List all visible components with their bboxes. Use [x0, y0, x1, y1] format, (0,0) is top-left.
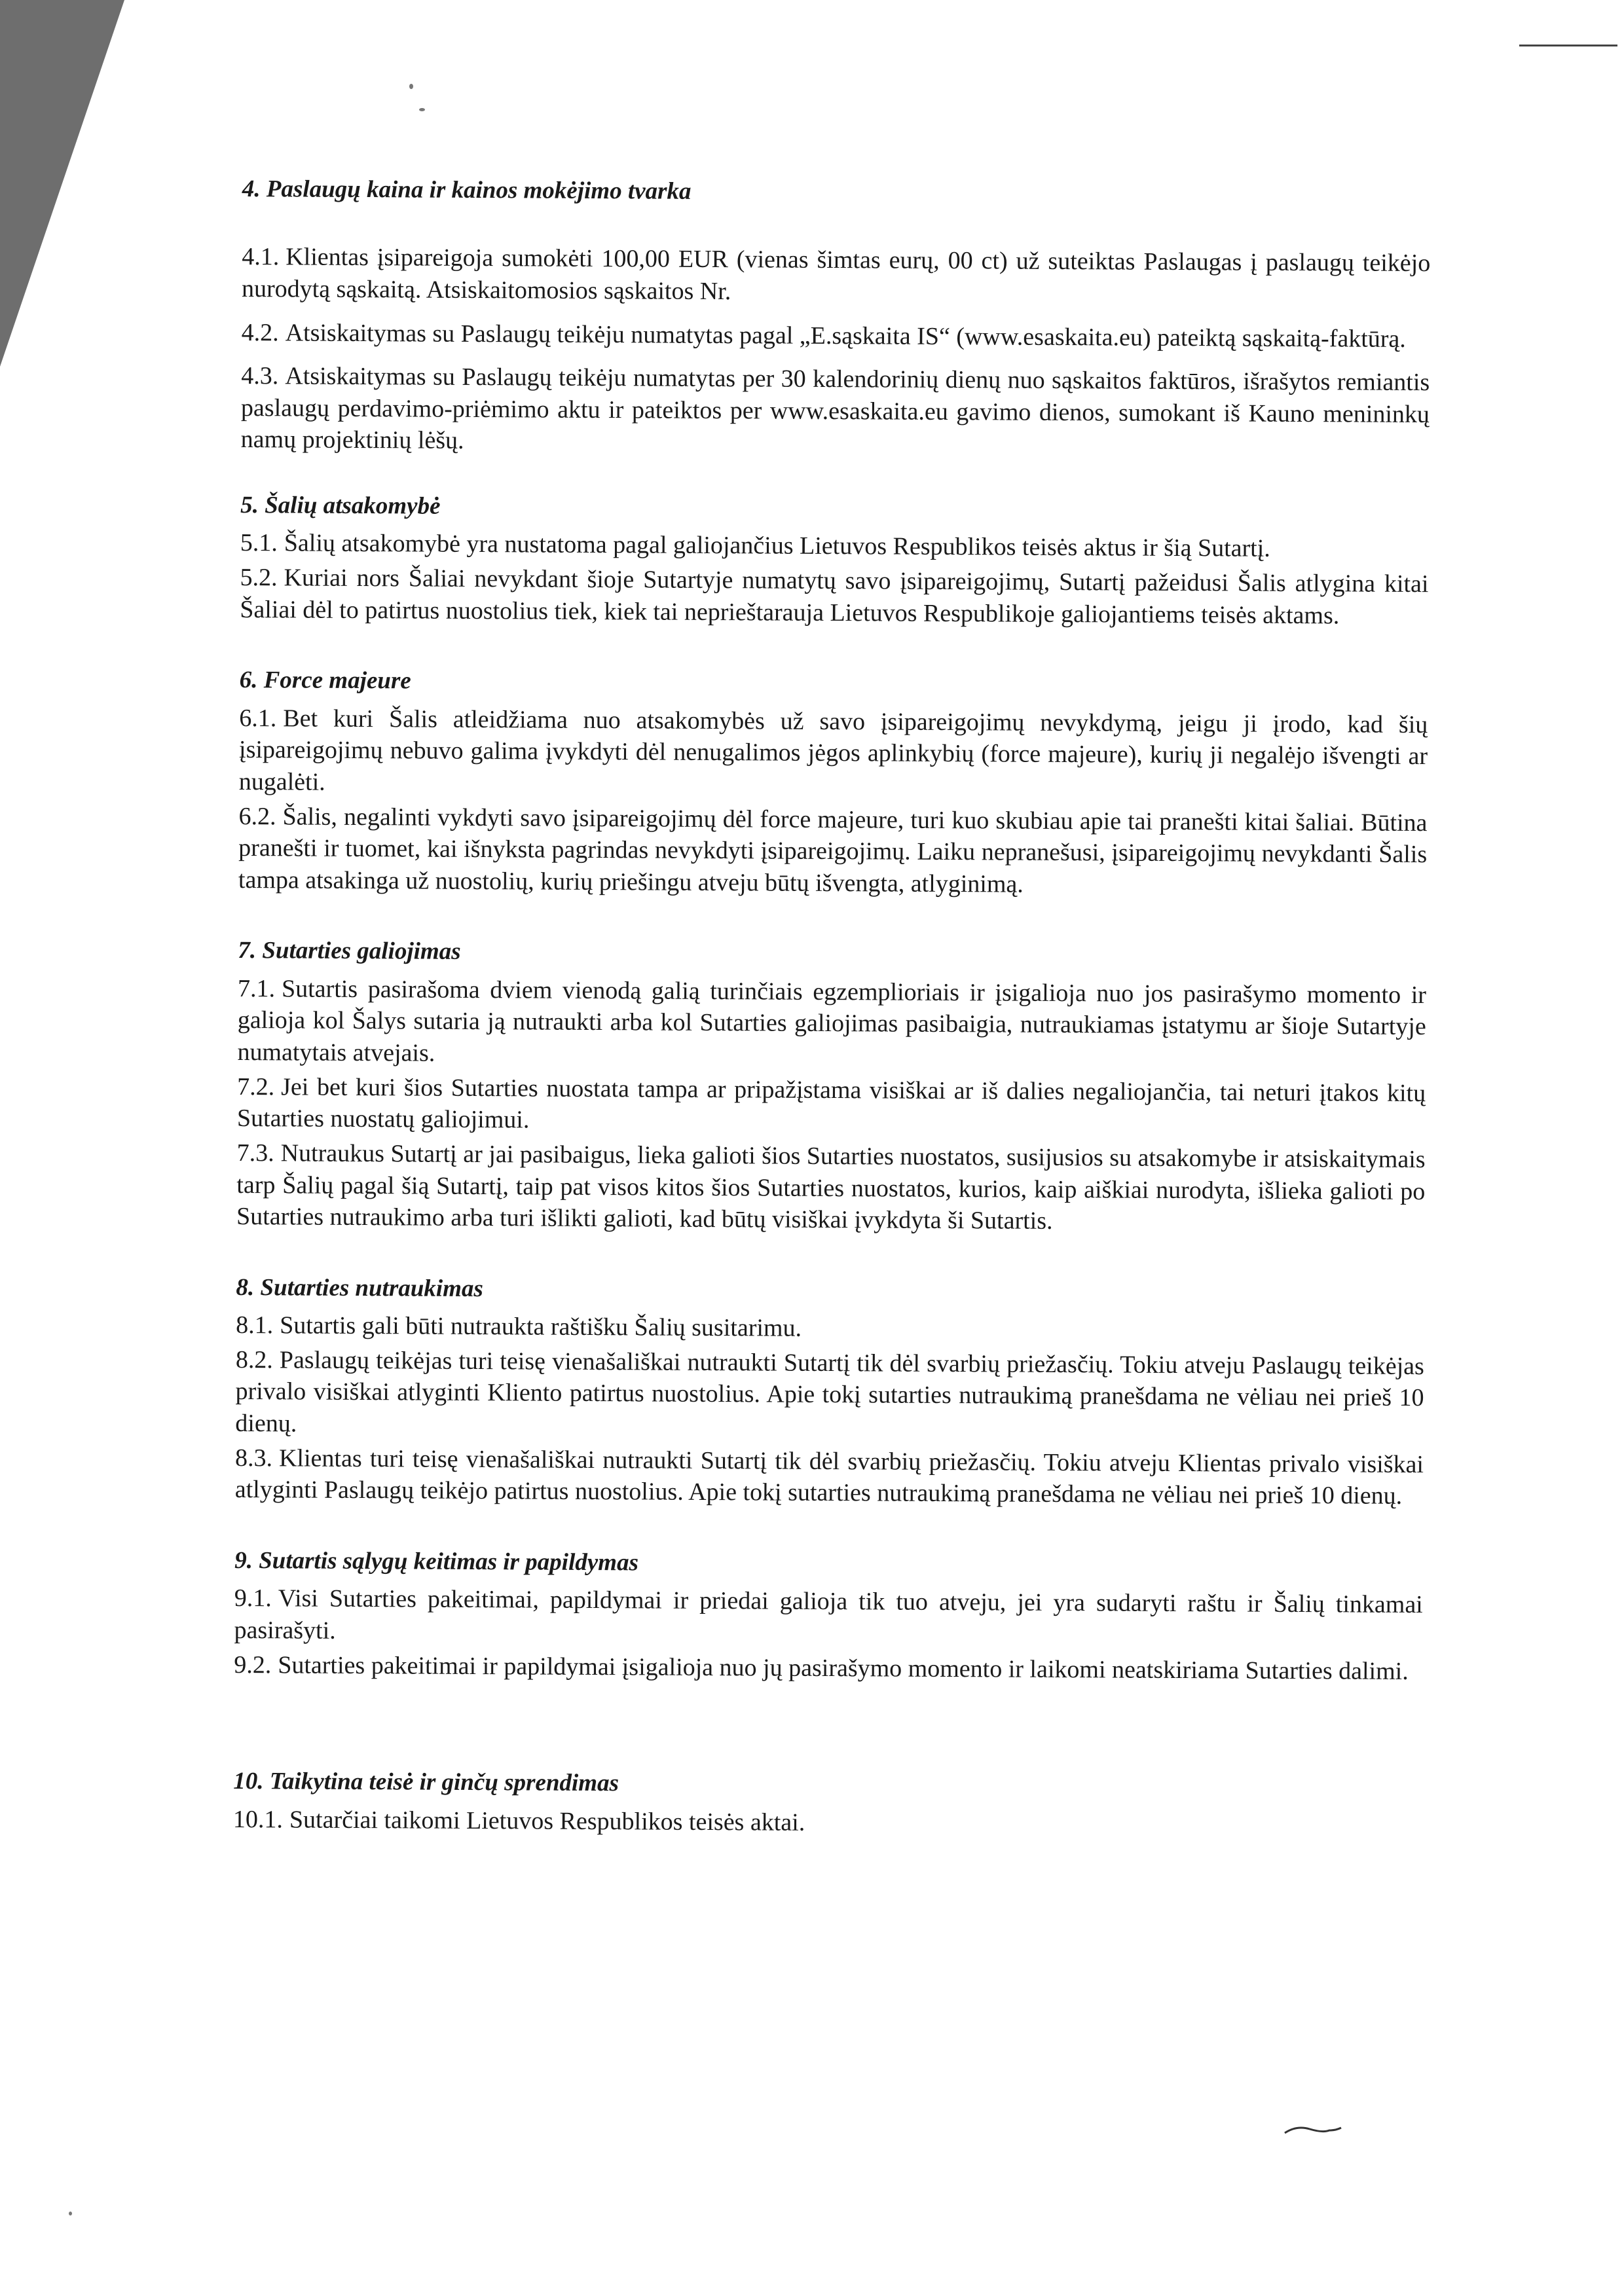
clause-number: 8.1. — [236, 1311, 274, 1339]
scan-speck — [69, 2212, 72, 2215]
clause — [235, 1344, 1424, 1446]
clause — [236, 1309, 1424, 1348]
clause-number: 8.2. — [235, 1345, 273, 1374]
clause-number: 5.1. — [240, 529, 278, 557]
clause-number: 5.2. — [240, 564, 278, 592]
clause — [234, 1582, 1423, 1652]
section-governing-law — [233, 1766, 1422, 1842]
clause-number: 9.1. — [234, 1584, 272, 1613]
clause — [240, 562, 1429, 632]
section-title: 7. Sutarties galiojimas — [238, 937, 461, 966]
clause-number: 9.2. — [234, 1650, 272, 1679]
section-termination — [235, 1272, 1425, 1512]
clause — [234, 1649, 1422, 1687]
scan-speck — [419, 108, 425, 111]
clause — [241, 360, 1430, 462]
clause — [238, 801, 1428, 903]
section-amendments — [234, 1545, 1423, 1687]
clause-number: 7.1. — [237, 974, 276, 1003]
clause-text: Paslaugų teikėjas turi teisę vienašališkai nutraukti Sutartį tik dėl svarbių priežasčių. Tokiu atveju Paslaugų teikėjas privalo visiškai atlyginti Kliento patirtus nuostolius. Apie tokį sutarties nutraukimą pranešdama ne vėliau nei prieš 10 dienų. — [235, 1346, 1424, 1438]
clause — [233, 1803, 1422, 1842]
clause-text: Nutraukus Sutartį ar jai pasibaigus, lieka galioti šios Sutarties nuostatos, susijusios su atsakomybe ir atsiskaitymais tarp Šalių pagal šią Sutartį, taip pat visos kitos šios Sutarties nuostatos, kurios, kaip aiškiai nurodyta, išlieka galioti po Sutarties nutraukimo arba turi išlikti galioti, kad būtų visiškai įvykdyta ši Sutartis. — [236, 1139, 1426, 1235]
initials-mark — [1283, 2121, 1342, 2137]
scan-edge-mark — [1519, 45, 1617, 46]
clause-number: 7.2. — [237, 1072, 275, 1101]
clause-number: 6.1. — [239, 704, 277, 733]
section-liability — [240, 490, 1429, 632]
clause-text: Šalių atsakomybė yra nustatoma pagal galiojančius Lietuvos Respublikos teisės aktus ir šią Sutartį. — [284, 529, 1270, 563]
section-validity — [236, 935, 1427, 1239]
clause-number: 4.1. — [242, 243, 280, 271]
clause-text: Visi Sutarties pakeitimai, papildymai ir priedai galioja tik tuo atveju, jei yra sudaryti raštu ir Šalių tinkamai pasirašyti. — [234, 1584, 1423, 1645]
scan-speck — [409, 84, 413, 89]
section-title: 6. Force majeure — [239, 666, 411, 695]
clause-text: Atsiskaitymas su Paslaugų teikėju numatytas per 30 kalendorinių dienų nuo sąskaitos faktūros, išrašytos remiantis paslaugų perdavimo-priėmimo aktu ir pateiktos per www.esaskaita.eu gavimo dienos, sumokant iš Kauno menininkų namų projektinių lėšų. — [240, 362, 1430, 455]
clause — [240, 527, 1429, 566]
clause-text: Sutartis pasirašoma dviem vienodą galią turinčiais egzemplioriais ir įsigalioja nuo jos pasirašymo momento ir galioja kol Šalys sutaria ją nutraukti arba kol Sutarties galiojimas pasibaigia, nutraukiamas įstatymu ar šioje Sutartyje numatytais atvejais. — [237, 975, 1427, 1067]
clause-text: Sutarčiai taikomi Lietuvos Respublikos teisės aktai. — [289, 1805, 805, 1836]
clause — [242, 317, 1430, 355]
section-force-majeure — [238, 665, 1428, 902]
clause-text: Šalis, negalinti vykdyti savo įsipareigojimų dėl force majeure, turi kuo skubiau apie tai pranešti kitai šaliai. Būtina pranešti ir tuomet, kai išnyksta pagrindas nevykdyti įsipareigojimų. Laiku nepranešusi, įsipareigojimų nevykdanti Šalis tampa atsakinga už nuostolių, kurių priešingu atveju būtų išvengta, atlyginimą. — [238, 802, 1428, 898]
page-corner-fold — [0, 0, 124, 367]
section-gap — [233, 1720, 1422, 1772]
clause-number: 7.3. — [236, 1139, 274, 1167]
clause-text: Jei bet kuri šios Sutarties nuostata tampa ar pripažįstama visiškai ar iš dalies negaliojančia, tai neturi įtakos kitų Sutarties nuostatų galiojimui. — [236, 1073, 1426, 1134]
clause — [237, 973, 1426, 1075]
section-title: 5. Šalių atsakomybė — [240, 492, 441, 520]
section-title: 4. Paslaugų kaina ir kainos mokėjimo tvarka — [242, 175, 692, 205]
clause-text: Bet kuri Šalis atleidžiama nuo atsakomybės už savo įsipareigojimų nevykdymą, jeigu ji įrodo, kad šių įsipareigojimų nebuvo galima įvykdyti dėl nenugalimos jėgos aplinkybių (force majeure), kurių ji negalėjo išvengti ar nugalėti. — [238, 704, 1428, 796]
clause-text: Sutarties pakeitimai ir papildymai įsigalioja nuo jų pasirašymo momento ir laikomi neatskiriama Sutarties dalimi. — [278, 1650, 1409, 1685]
clause-text: Sutartis gali būti nutraukta raštišku Šalių susitarimu. — [280, 1311, 802, 1342]
clause — [237, 1071, 1426, 1141]
section-title: 8. Sutarties nutraukimas — [236, 1273, 483, 1302]
clause-number: 4.2. — [241, 318, 279, 346]
clause-number: 4.3. — [241, 362, 279, 390]
section-payment — [241, 173, 1431, 462]
clause — [239, 702, 1428, 805]
clause-number: 8.3. — [234, 1444, 273, 1472]
section-title: 10. Taikytina teisė ir ginčų sprendimas — [233, 1768, 619, 1797]
clause — [235, 1442, 1424, 1512]
clause — [242, 241, 1431, 311]
section-title: 9. Sutartis sąlygų keitimas ir papildymas — [234, 1546, 639, 1576]
clause-text: Atsiskaitymas su Paslaugų teikėju numatytas pagal „E.sąskaita IS“ (www.esaskaita.eu) pateiktą sąskaitą-faktūrą. — [285, 318, 1406, 353]
clause-text: Klientas turi teisę vienašališkai nutraukti Sutartį tik dėl svarbių priežasčių. Tokiu atveju Klientas privalo visiškai atlyginti Paslaugų teikėjo patirtus nuostolius. Apie tokį sutarties nutraukimą pranešdama ne vėliau nei prieš 10 dienų. — [234, 1444, 1424, 1510]
clause-text: Kuriai nors Šaliai nevykdant šioje Sutartyje numatytų savo įsipareigojimų, Sutartį pažeidusi Šalis atlygina kitai Šaliai dėl to patirtus nuostolius tiek, kiek tai neprieštarauja Lietuvos Respublikoje galiojantiems teisės aktams. — [240, 564, 1429, 630]
clause — [236, 1137, 1426, 1239]
clause-text: Klientas įsipareigoja sumokėti 100,00 EUR (vienas šimtas eurų, 00 ct) už suteiktas Paslaugas į paslaugų teikėjo nurodytą sąskaitą. Atsiskaitomosios sąskaitos Nr. — [241, 243, 1431, 306]
clause-number: 10.1. — [232, 1805, 284, 1833]
contract-body — [232, 173, 1430, 1881]
clause-number: 6.2. — [238, 802, 276, 830]
